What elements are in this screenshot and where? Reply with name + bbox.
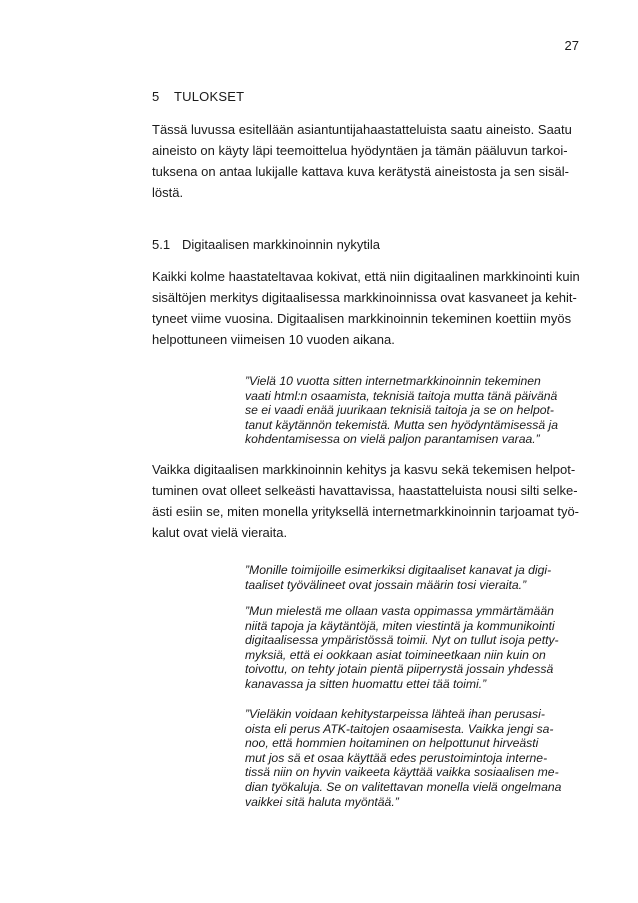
paragraph-line: helpottuneen viimeisen 10 vuoden aikana.	[152, 332, 395, 347]
quote-line: tanut käytännön tekemistä. Mutta sen hyödyntämisessä ja	[245, 417, 558, 432]
paragraph-line: Vaikka digitaalisen markkinoinnin kehitys ja kasvu sekä tekemisen helpot-	[152, 462, 576, 477]
paragraph-line: kalut ovat vielä vieraita.	[152, 525, 288, 540]
quote-2	[245, 563, 583, 592]
quote-line: kohdentamisessa on vielä paljon parantamisen varaa.”	[245, 432, 540, 447]
section-title: Digitaalisen markkinoinnin nykytila	[182, 237, 380, 252]
quote-line: taaliset työvälineet ovat jossain määrin tosi vieraita.”	[245, 577, 527, 592]
paragraph-line: tuminen ovat olleet selkeästi havattavissa, haastatteluista nousi silti selke-	[152, 483, 578, 498]
paragraph-line: ästi esiin se, miten monella yrityksellä internetmarkkinoinnin tarjoamat työ-	[152, 504, 580, 519]
paragraph-2	[152, 459, 582, 543]
intro-line: Tässä luvussa esitellään asiantuntijahaastatteluista saatu aineisto. Saatu	[152, 122, 572, 137]
quote-line: digitaalisessa ympäristössä toimii. Nyt on tullut isoja petty-	[245, 633, 559, 648]
paragraph-line: tyneet viime vuosina. Digitaalisen markkinoinnin tekeminen koettiin myös	[152, 311, 572, 326]
intro-line: tuksena on antaa lukijalle kattava kuva kerätystä aineistosta ja sen sisäl-	[152, 164, 569, 179]
quote-line: kanavassa ja sitten huomattu ettei tää toimi.”	[245, 676, 487, 691]
quote-3	[245, 604, 583, 692]
quote-1	[245, 374, 583, 447]
quote-line: vaati html:n osaamista, teknisiä taitoja mutta tänä päivänä	[245, 388, 558, 403]
section-heading	[152, 237, 380, 252]
quote-line: oista eli perus ATK-taitojen osaamisesta. Vaikka jengi sa-	[245, 721, 554, 736]
quote-line: tissä niin on hyvin vaikeeta käyttää vaikka sosiaalisen me-	[245, 765, 559, 780]
quote-line: dian työkaluja. Se on valitettavan monella vielä ongelmana	[245, 779, 562, 794]
quote-line: vaikkei sitä haluta myöntää.”	[245, 794, 399, 809]
intro-line: löstä.	[152, 185, 184, 200]
chapter-title: TULOKSET	[174, 89, 245, 104]
quote-line: mut jos sä et osaa käyttää edes perustoimintoja interne-	[245, 750, 548, 765]
section-number: 5.1	[152, 237, 171, 252]
quote-4	[245, 707, 583, 809]
quote-line: ”Monille toimijoille esimerkiksi digitaaliset kanavat ja digi-	[245, 563, 552, 577]
quote-line: ”Vielä 10 vuotta sitten internetmarkkinoinnin tekeminen	[245, 374, 541, 388]
quote-line: niitä tapoja ja käytäntöjä, miten viestintä ja kommunikointi	[245, 618, 555, 633]
quote-line: toivottu, on tehty jotain pientä piiperrystä jossain yhdessä	[245, 662, 554, 677]
quote-line: noo, että hommien hoitaminen on helpottunut hirveästi	[245, 736, 539, 751]
chapter-number: 5	[152, 89, 160, 104]
quote-line: myksiä, että ei ookkaan asiat toimineetkaan niin kuin on	[245, 647, 546, 662]
quote-line: ”Mun mielestä me ollaan vasta oppimassa ymmärtämään	[245, 604, 554, 618]
paragraph-1	[152, 266, 582, 350]
quote-line: se ei vaadi enää juurikaan teknisiä taitoja ja se on helpot-	[245, 403, 554, 418]
intro-line: aineisto on käyty läpi teemoittelua hyödyntäen ja tämän pääluvun tarkoi-	[152, 143, 568, 158]
paragraph-line: sisältöjen merkitys digitaalisessa markkinoinnissa ovat kasvaneet ja kehit-	[152, 290, 577, 305]
chapter-heading	[152, 89, 244, 104]
quote-line: ”Vieläkin voidaan kehitystarpeissa lähteä ihan perusasi-	[245, 707, 545, 721]
intro-paragraph	[152, 119, 582, 203]
paragraph-line: Kaikki kolme haastateltavaa kokivat, että niin digitaalinen markkinointi kuin	[152, 269, 580, 284]
page-number: 27	[564, 38, 579, 53]
